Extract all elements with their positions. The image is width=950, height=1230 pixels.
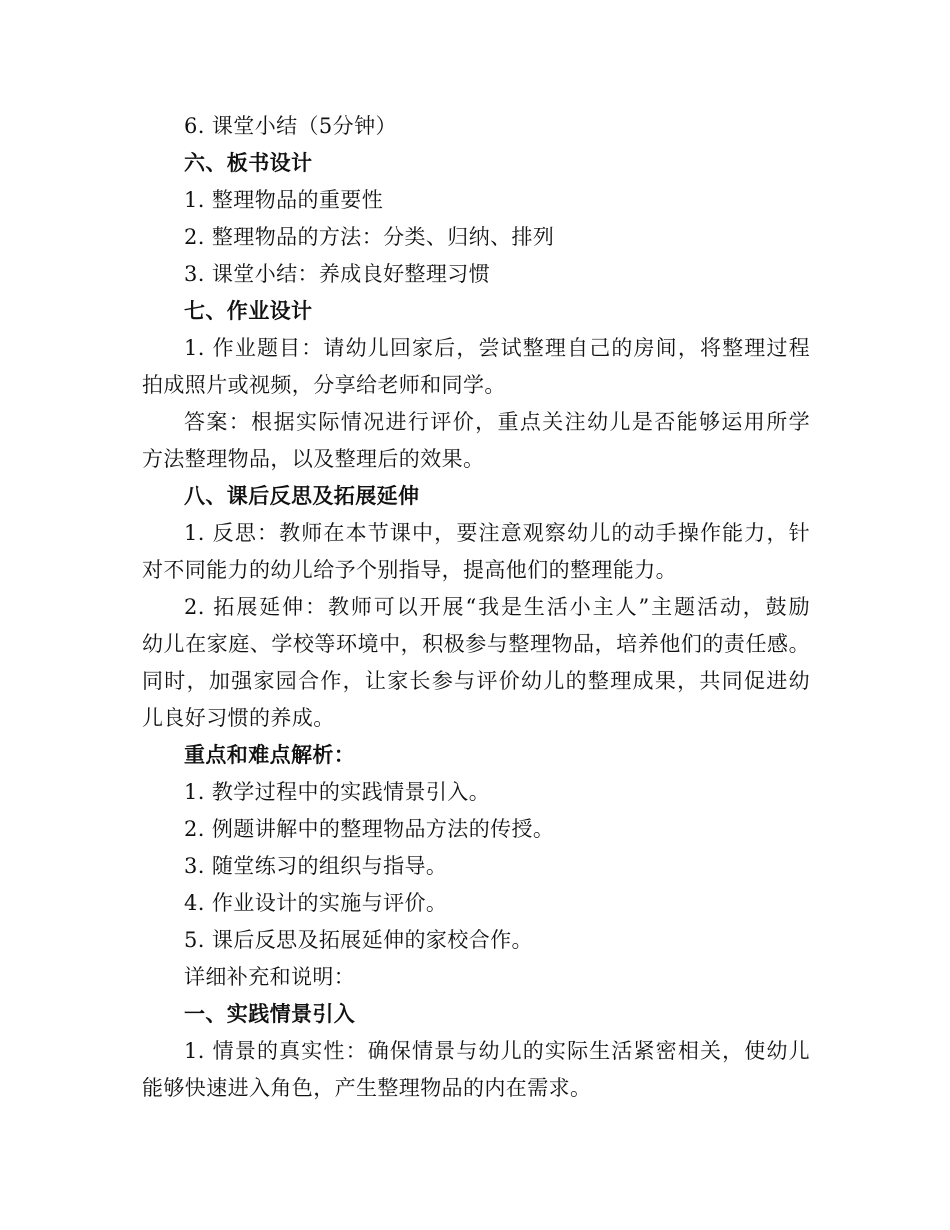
text-line: 详细补充和说明： (184, 965, 356, 989)
text-line: 1. 反思：教师在本节课中，要注意观察幼儿的动手操作能力，针 (184, 521, 810, 545)
section-heading: 一、实践情景引入 (184, 1002, 356, 1026)
section-heading: 重点和难点解析： (184, 743, 356, 767)
text-line: 能够快速进入角色，产生整理物品的内在需求。 (142, 1076, 592, 1100)
text-line: 2. 例题讲解中的整理物品方法的传授。 (184, 817, 555, 841)
section-heading: 八、课后反思及拓展延伸 (184, 484, 420, 508)
text-line: 1. 作业题目：请幼儿回家后，尝试整理自己的房间，将整理过程 (184, 336, 810, 360)
text-line: 同时，加强家园合作，让家长参与评价幼儿的整理成果，共同促进幼 (142, 669, 810, 693)
text-line: 1. 整理物品的重要性 (184, 188, 384, 212)
text-line: 方法整理物品，以及整理后的效果。 (142, 447, 485, 471)
text-line: 答案：根据实际情况进行评价，重点关注幼儿是否能够运用所学 (184, 410, 810, 434)
text-line: 对不同能力的幼儿给予个别指导，提高他们的整理能力。 (142, 558, 677, 582)
text-line: 1. 教学过程中的实践情景引入。 (184, 780, 491, 804)
text-line: 3. 课堂小结：养成良好整理习惯 (184, 262, 491, 286)
section-heading: 七、作业设计 (184, 299, 313, 323)
text-line: 6. 课堂小结（5分钟） (184, 114, 397, 138)
text-line: 4. 作业设计的实施与评价。 (184, 891, 448, 915)
text-line: 3. 随堂练习的组织与指导。 (184, 854, 448, 878)
text-line: 5. 课后反思及拓展延伸的家校合作。 (184, 928, 533, 952)
text-line: 儿良好习惯的养成。 (142, 706, 335, 730)
text-line: 幼儿在家庭、学校等环境中，积极参与整理物品，培养他们的责任感。 (142, 632, 810, 656)
text-line: 拍成照片或视频，分享给老师和同学。 (142, 373, 506, 397)
text-line: 2. 整理物品的方法：分类、归纳、排列 (184, 225, 555, 249)
text-line: 1. 情景的真实性：确保情景与幼儿的实际生活紧密相关，使幼儿 (184, 1039, 810, 1063)
section-heading: 六、板书设计 (184, 151, 313, 175)
text-line: 2. 拓展延伸：教师可以开展“我是生活小主人”主题活动，鼓励 (184, 595, 810, 619)
